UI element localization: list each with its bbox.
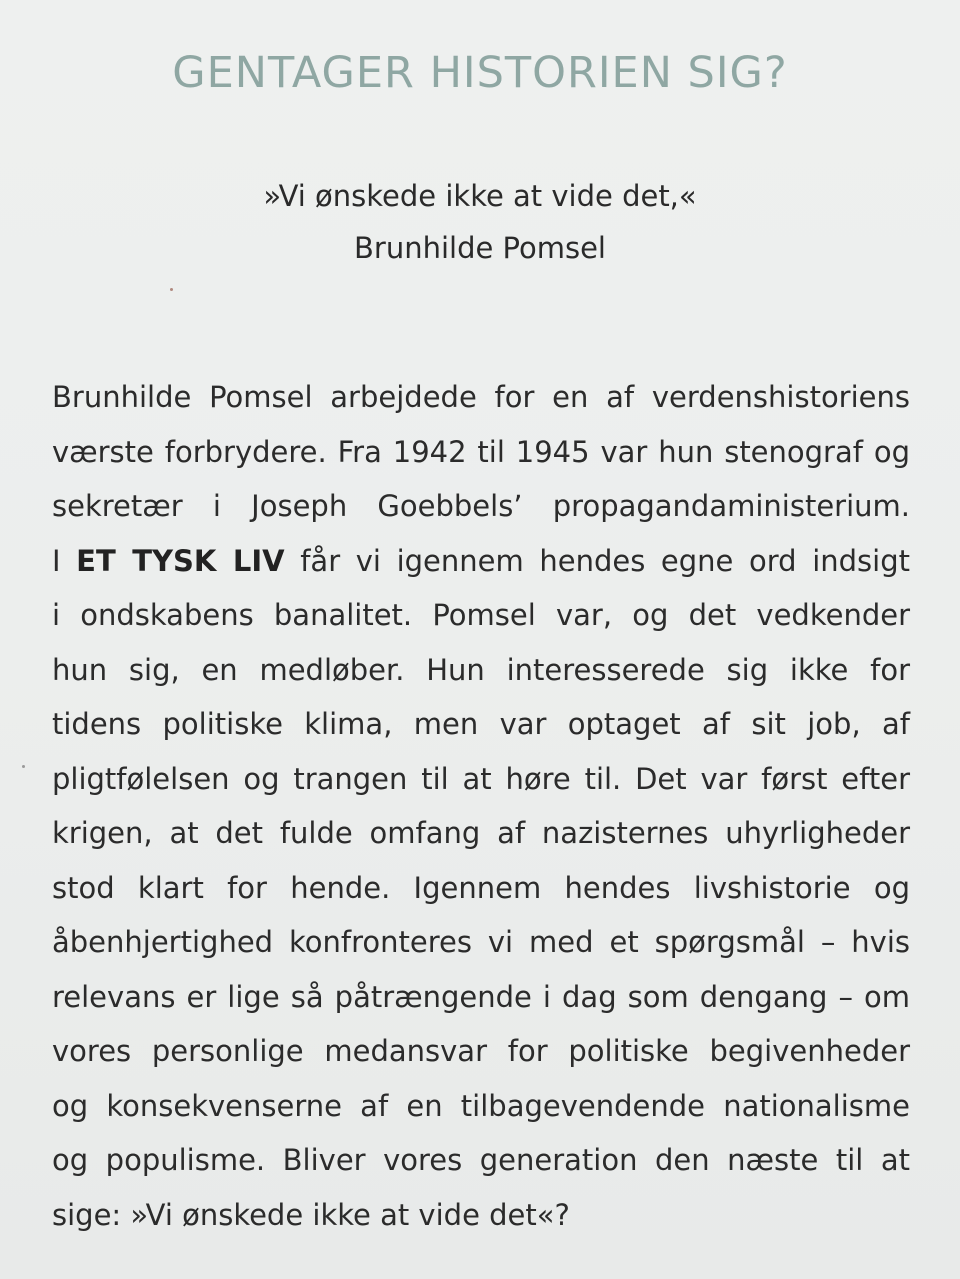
book-title-inline: ET TYSK LIV: [76, 543, 285, 578]
blurb-line: og populisme. Bliver vores generation den næste til at: [52, 1143, 910, 1177]
blurb-line: relevans er lige så påtrængende i dag som dengang – om: [52, 979, 910, 1014]
blurb-line: tidens politiske klima, men var optaget af sit job, af: [52, 707, 910, 741]
blurb-line: Brunhilde Pomsel arbejdede for en af verdenshistoriens: [52, 380, 910, 414]
blurb-line: hun sig, en medløber. Hun interesserede sig ikke for: [52, 652, 910, 687]
blurb-line: vores personlige medansvar for politiske begivenheder: [52, 1034, 910, 1068]
blurb-line: værste forbrydere. Fra 1942 til 1945 var hun stenograf og: [52, 434, 910, 469]
paper-speck: [170, 288, 173, 291]
blurb-line: sige: »Vi ønskede ikke at vide det«?: [52, 1197, 570, 1232]
epigraph: [0, 170, 960, 274]
blurb-line: krigen, at det fulde omfang af nazisternes uhyrligheder: [52, 816, 910, 850]
blurb-line: i ondskabens banalitet. Pomsel var, og det vedkender: [52, 598, 910, 632]
blurb-line: sekretær i Joseph Goebbels’ propagandaministerium.: [52, 489, 910, 523]
blurb-text: [52, 370, 910, 1242]
blurb-line: I ET TYSK LIV får vi igennem hendes egne ord indsigt: [52, 543, 910, 578]
paper-speck: [22, 765, 25, 768]
blurb-line: pligtfølelsen og trangen til at høre til. Det var først efter: [52, 761, 910, 796]
epigraph-author: Brunhilde Pomsel: [354, 231, 606, 265]
epigraph-quote: »Vi ønskede ikke at vide det,«: [263, 179, 697, 213]
blurb-line: stod klart for hende. Igennem hendes livshistorie og: [52, 870, 910, 905]
blurb-line: åbenhjertighed konfronteres vi med et spørgsmål – hvis: [52, 925, 910, 959]
blurb-line: og konsekvenserne af en tilbagevendende nationalisme: [52, 1088, 910, 1123]
cover-heading: GENTAGER HISTORIEN SIG?: [172, 48, 788, 98]
